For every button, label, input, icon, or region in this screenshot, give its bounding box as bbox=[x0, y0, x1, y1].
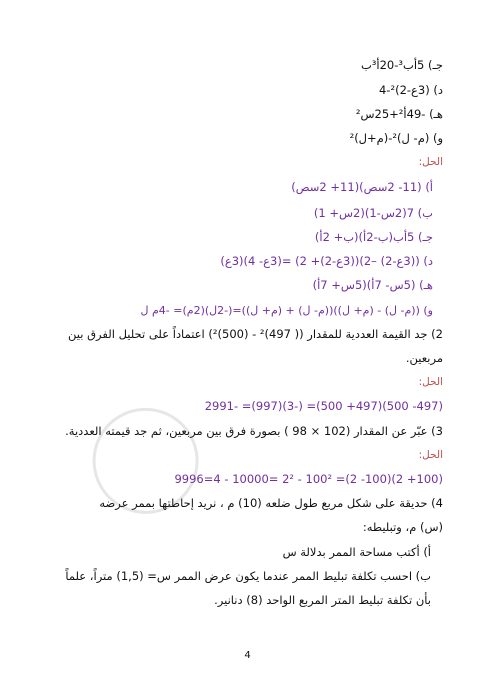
question-4-line-1: 4) حديقة على شكل مربع طول ضلعه (10) م ، نريد إحاطتها بممر عرضه bbox=[99, 496, 443, 510]
question-4-line-2: (س) م، وتبليطه: bbox=[362, 520, 443, 534]
solution-label-1: الحل: bbox=[418, 156, 443, 168]
question-4-part-a: أ) أكتب مساحة الممر بدلالة س bbox=[282, 545, 431, 559]
answer-c: جـ) 5أب(ب-2أ)(ب+ 2أ) bbox=[314, 230, 433, 244]
page-number: 4 bbox=[244, 650, 251, 661]
exercise-e: هـ) -49أ²+25س² bbox=[355, 107, 443, 121]
question-2-line-1: 2) جد القيمة العددية للمقدار (( 497)² - (500)²) اعتماداً على تحليل الفرق بين bbox=[68, 327, 443, 341]
exercise-f: و) (م- ل)²-(م+ل)² bbox=[349, 131, 443, 145]
solution-label-3: الحل: bbox=[418, 449, 443, 461]
watermark-seal bbox=[73, 388, 219, 534]
exercise-d: د) (3ع-2)²-4 bbox=[378, 83, 443, 97]
answer-e: هـ) (5س- 7أ)(5س+ 7أ) bbox=[312, 278, 433, 292]
question-4-part-b-line-2: بأن تكلفة تبليط المتر المربع الواحد (8) دنانير. bbox=[214, 593, 431, 607]
question-4-part-b-line-1: ب) احسب تكلفة تبليط الممر عندما يكون عرض الممر س= (1,5) متراً، علماً bbox=[65, 569, 431, 583]
answer-f: و) ((م- ل) - (م+ ل))((م- ل) + (م+ ل))=(-2ل)(2م)= -4م ل bbox=[140, 304, 433, 317]
question-3: 3) عبّر عن المقدار (102 × 98 ) بصورة فرق بين مربعين، ثم جد قيمته العددية. bbox=[65, 424, 443, 438]
answer-d: د) ((3ع-2) –2)((3ع-2)+ 2) =(3ع- 4)(3ع) bbox=[220, 254, 433, 268]
question-2-line-2: مربعين. bbox=[405, 351, 443, 365]
exercise-c: جـ) 5أب³-20أ³ب bbox=[360, 58, 443, 72]
answer-q2: (497- 500)(497+ 500)= (-3)(997)= -2991 bbox=[204, 399, 443, 413]
answer-a: أ) (11- 2سص)(11+ 2سص) bbox=[291, 180, 433, 194]
answer-q3: (100+ 2)(100- 2)= 100² - 2² =10000 - 4=9996 bbox=[174, 472, 443, 486]
solution-label-2: الحل: bbox=[418, 376, 443, 388]
answer-b: ب) 7(2س-1)(2س+ 1) bbox=[313, 206, 433, 220]
